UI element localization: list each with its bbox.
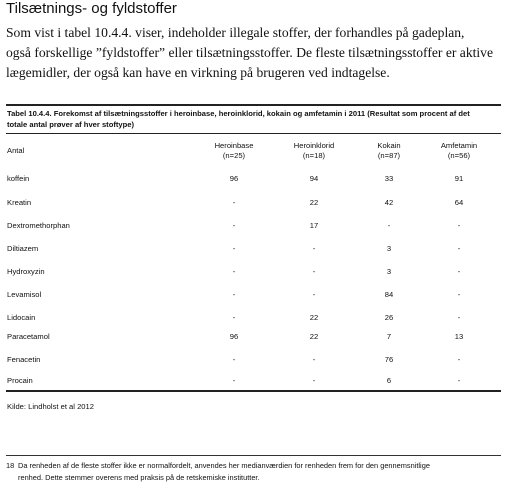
table-top-rule <box>6 104 501 106</box>
table-source: Kilde: Lindholst et al 2012 <box>7 402 94 411</box>
row-label: Procain <box>7 376 33 385</box>
row-label: Levamisol <box>7 290 42 299</box>
cell-value: 26 <box>384 313 394 322</box>
row-label: Kreatin <box>7 198 32 207</box>
cell-value: 3 <box>386 244 392 253</box>
column-header-name: Heroinklorid <box>293 141 335 150</box>
cell-value: - <box>457 313 461 322</box>
cell-value: 76 <box>384 355 394 364</box>
cell-value: 13 <box>454 332 464 341</box>
cell-value: 22 <box>309 332 319 341</box>
column-header-antal: Antal <box>7 146 25 155</box>
column-header-n: (n=18) <box>302 151 326 160</box>
cell-value: 6 <box>386 376 392 385</box>
row-label: Dextromethorphan <box>7 221 70 230</box>
intro-line: Som vist i tabel 10.4.4. viser, indeholder illegale stoffer, der forhandles på gadeplan, <box>6 25 465 40</box>
cell-value: - <box>387 221 391 230</box>
cell-value: 91 <box>454 174 464 183</box>
row-label: Lidocain <box>7 313 36 322</box>
cell-value: 42 <box>384 198 394 207</box>
cell-value: - <box>312 376 316 385</box>
cell-value: 94 <box>309 174 319 183</box>
table-caption <box>7 108 500 130</box>
footnote-rule <box>6 455 501 456</box>
cell-value: 64 <box>454 198 464 207</box>
column-header-amfetamin <box>421 141 497 161</box>
footnote-text <box>18 460 501 484</box>
cell-value: - <box>232 313 236 322</box>
cell-value: 3 <box>386 267 392 276</box>
cell-value: - <box>457 376 461 385</box>
footnote-line: renhed. Dette stemmer overens med praksis på de retskemiske institutter. <box>18 473 260 482</box>
row-label: Fenacetin <box>7 355 41 364</box>
cell-value: 22 <box>309 313 319 322</box>
cell-value: 96 <box>229 332 239 341</box>
column-header-name: Amfetamin <box>440 141 478 150</box>
table-caption-line: totale antal prøver af hver stoftype) <box>7 120 135 129</box>
cell-value: - <box>457 290 461 299</box>
row-label: koffein <box>7 174 30 183</box>
cell-value: 96 <box>229 174 239 183</box>
footnote-number: 18 <box>6 461 15 470</box>
column-header-heroinbase <box>196 141 272 161</box>
cell-value: - <box>457 355 461 364</box>
cell-value: - <box>232 221 236 230</box>
cell-value: - <box>457 267 461 276</box>
intro-line: også forskellige ”fyldstoffer” eller tilsætningsstoffer. De fleste tilsætningsstoffer er aktive <box>6 45 493 60</box>
column-header-name: Kokain <box>377 141 401 150</box>
cell-value: - <box>232 355 236 364</box>
cell-value: - <box>457 221 461 230</box>
section-title: Tilsætnings- og fyldstoffer <box>6 0 177 17</box>
column-header-n: (n=56) <box>447 151 471 160</box>
cell-value: - <box>457 244 461 253</box>
cell-value: 17 <box>309 221 319 230</box>
cell-value: 22 <box>309 198 319 207</box>
cell-value: - <box>312 244 316 253</box>
cell-value: 84 <box>384 290 394 299</box>
cell-value: - <box>312 290 316 299</box>
table-caption-line: Tabel 10.4.4. Forekomst af tilsætningsstoffer i heroinbase, heroinklorid, kokain og amfetamin i 2011 (Resultat som procent af det <box>7 109 470 118</box>
row-label: Diltiazem <box>7 244 39 253</box>
footnote-line: Da renheden af de fleste stoffer ikke er normalfordelt, anvendes her medianværdien for renheden frem for den gennemsnitlige <box>18 461 430 470</box>
cell-value: - <box>232 267 236 276</box>
row-label: Paracetamol <box>7 332 50 341</box>
cell-value: - <box>232 376 236 385</box>
column-header-n: (n=25) <box>222 151 246 160</box>
row-label: Hydroxyzin <box>7 267 45 276</box>
cell-value: 7 <box>386 332 392 341</box>
intro-paragraph <box>6 23 504 83</box>
intro-line: lægemidler, der også kan have en virkning på brugeren ved indtagelse. <box>6 65 390 80</box>
table-caption-rule <box>6 133 501 134</box>
cell-value: - <box>232 198 236 207</box>
cell-value: 33 <box>384 174 394 183</box>
cell-value: - <box>312 267 316 276</box>
column-header-n: (n=87) <box>377 151 401 160</box>
cell-value: - <box>232 290 236 299</box>
column-header-heroinklorid <box>276 141 352 161</box>
cell-value: - <box>312 355 316 364</box>
column-header-name: Heroinbase <box>214 141 254 150</box>
cell-value: - <box>232 244 236 253</box>
table-bottom-rule <box>6 390 501 392</box>
column-header-kokain <box>351 141 427 161</box>
